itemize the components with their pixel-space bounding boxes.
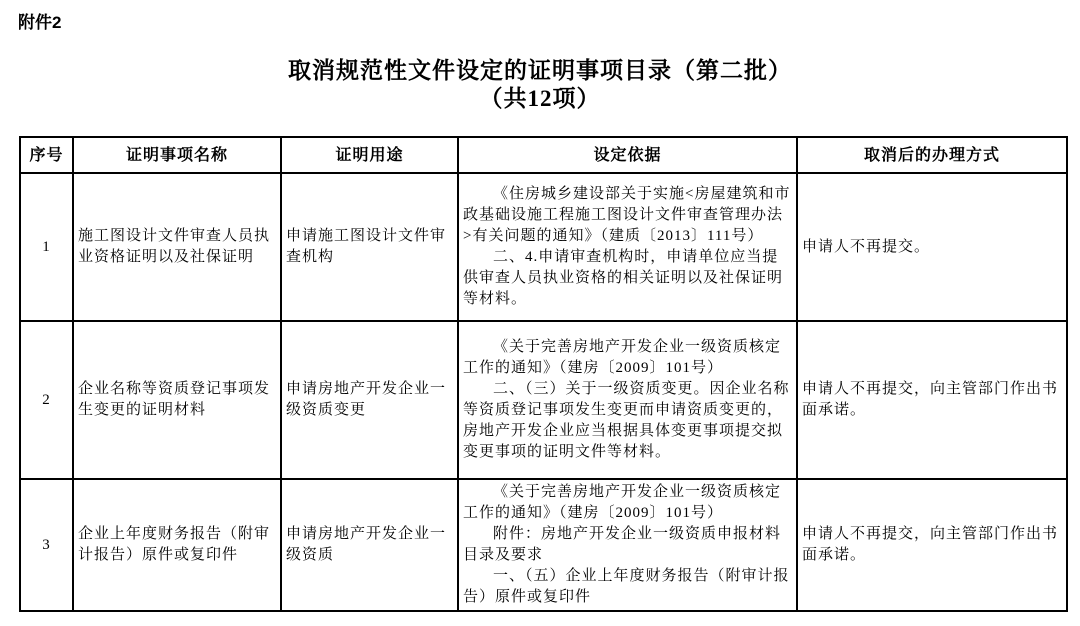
cell-serial-number: 2 (20, 321, 73, 479)
basis-paragraph: 《关于完善房地产开发企业一级资质核定工作的通知》（建房〔2009〕101号） (463, 339, 782, 376)
header-serial-number: 序号 (20, 137, 73, 173)
table-row (20, 321, 1067, 479)
cell-item-name: 企业名称等资质登记事项发生变更的证明材料 (73, 321, 281, 479)
cell-purpose: 申请房地产开发企业一级资质变更 (281, 321, 458, 479)
cell-setting-basis (458, 173, 797, 321)
basis-paragraph: 二、（三）关于一级资质变更。因企业名称等资质登记事项发生变更而申请资质变更的，房地产开发企业应当根据具体变更事项提交拟变更事项的证明文件等材料。 (463, 381, 790, 460)
cell-handling-method: 申请人不再提交，向主管部门作出书面承诺。 (797, 479, 1067, 611)
cell-item-name: 施工图设计文件审查人员执业资格证明以及社保证明 (73, 173, 281, 321)
header-handling-method: 取消后的办理方式 (797, 137, 1067, 173)
basis-paragraph: 一、（五）企业上年度财务报告（附审计报告）原件或复印件 (463, 568, 790, 605)
document-title-line2: （共12项） (479, 86, 601, 111)
cell-purpose: 申请施工图设计文件审查机构 (281, 173, 458, 321)
document-title-line1: 取消规范性文件设定的证明事项目录（第二批） (288, 58, 792, 83)
cell-serial-number: 3 (20, 479, 73, 611)
cell-serial-number: 1 (20, 173, 73, 321)
table-row (20, 479, 1067, 611)
cell-setting-basis (458, 479, 797, 611)
header-purpose: 证明用途 (281, 137, 458, 173)
cell-setting-basis (458, 321, 797, 479)
cell-purpose: 申请房地产开发企业一级资质 (281, 479, 458, 611)
basis-paragraph: 二、4.申请审查机构时，申请单位应当提供审查人员执业资格的相关证明以及社保证明等材料。 (463, 249, 784, 307)
table-header-row (20, 137, 1067, 173)
table-row (20, 173, 1067, 321)
cell-item-name: 企业上年度财务报告（附审计报告）原件或复印件 (73, 479, 281, 611)
basis-paragraph: 《住房城乡建设部关于实施<房屋建筑和市政基础设施工程施工图设计文件审查管理办法>有关问题的通知》（建质〔2013〕111号） (463, 186, 791, 244)
header-item-name: 证明事项名称 (73, 137, 281, 173)
basis-paragraph: 《关于完善房地产开发企业一级资质核定工作的通知》（建房〔2009〕101号） (463, 484, 782, 521)
basis-paragraph: 附件：房地产开发企业一级资质申报材料目录及要求 (463, 526, 782, 563)
catalog-table (19, 136, 1068, 612)
cell-handling-method: 申请人不再提交。 (797, 173, 1067, 321)
cell-handling-method: 申请人不再提交，向主管部门作出书面承诺。 (797, 321, 1067, 479)
document-title (0, 57, 1080, 113)
header-setting-basis: 设定依据 (458, 137, 797, 173)
attachment-label: 附件2 (18, 13, 62, 32)
